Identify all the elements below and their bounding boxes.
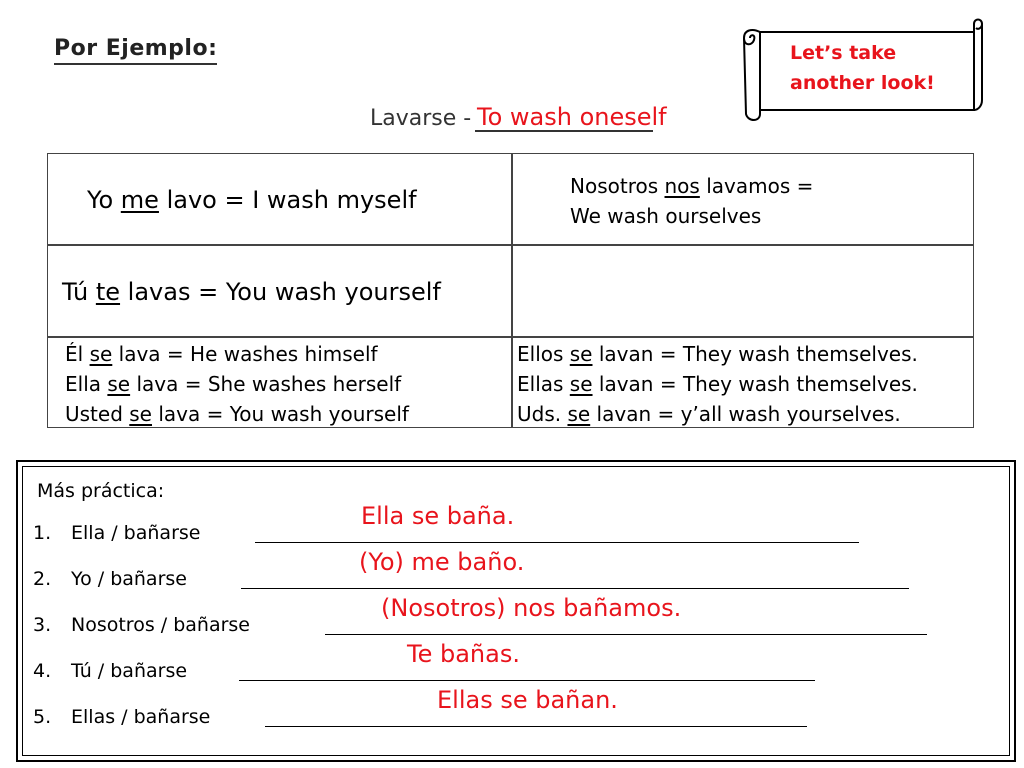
practice-box xyxy=(16,460,1016,762)
reflexive-pronoun: se xyxy=(129,402,152,426)
reflexive-pronoun: nos xyxy=(664,174,700,198)
translation-text: We wash ourselves xyxy=(570,204,762,228)
cell-yo xyxy=(87,185,417,215)
subject: Ellos xyxy=(517,342,570,366)
practice-item-2 xyxy=(33,548,913,595)
conjugation-text: lavas = You wash yourself xyxy=(120,278,441,306)
page-title: Por Ejemplo: xyxy=(54,36,217,65)
answer-line xyxy=(239,680,815,681)
table-divider-row-2 xyxy=(48,336,973,338)
item-number: 1. xyxy=(33,522,52,544)
item-answer: Te bañas. xyxy=(407,640,520,668)
answer-line xyxy=(265,726,807,727)
subject: Ellas xyxy=(517,372,570,396)
answer-line xyxy=(255,542,859,543)
item-prompt: Tú / bañarse xyxy=(71,660,188,682)
conjugation-line xyxy=(517,399,918,429)
practice-heading: Más práctica: xyxy=(37,480,165,502)
callout-text xyxy=(790,38,980,98)
conjugation-text: lavan = They wash themselves. xyxy=(592,342,918,366)
item-prompt: Ella / bañarse xyxy=(71,522,201,544)
subject: Nosotros xyxy=(570,174,665,198)
conjugation-line xyxy=(65,339,409,369)
item-prompt: Yo / bañarse xyxy=(71,568,187,590)
item-answer: Ellas se bañan. xyxy=(437,686,618,714)
callout-line-2: another look! xyxy=(790,72,935,94)
conjugation-text: lavo = I wash myself xyxy=(158,186,417,214)
conjugation-text: lava = He washes himself xyxy=(112,342,378,366)
conjugation-line xyxy=(517,339,918,369)
subject: Ella xyxy=(65,372,108,396)
item-answer: (Yo) me baño. xyxy=(359,548,525,576)
answer-line xyxy=(241,588,909,589)
conjugation-text: lava = You wash yourself xyxy=(152,402,409,426)
table-divider-row-1 xyxy=(48,244,973,246)
cell-nosotros xyxy=(570,171,813,231)
conjugation-line xyxy=(65,399,409,429)
practice-item-5 xyxy=(33,686,813,733)
conjugation-text: lavan = y’all wash yourselves. xyxy=(590,402,901,426)
verb-meaning: To wash oneself xyxy=(477,103,667,131)
item-answer: Ella se baña. xyxy=(361,502,515,530)
cell-ellos-ellas-uds xyxy=(517,339,918,429)
reflexive-pronoun: se xyxy=(567,402,591,426)
practice-item-1 xyxy=(33,502,863,549)
reflexive-pronoun: me xyxy=(120,186,159,214)
practice-item-3 xyxy=(33,594,933,641)
verb-heading xyxy=(370,104,700,136)
item-number: 3. xyxy=(33,614,52,636)
reflexive-pronoun: se xyxy=(89,342,113,366)
conjugation-text: lava = She washes herself xyxy=(130,372,402,396)
conjugation-line xyxy=(517,369,918,399)
conjugation-line xyxy=(65,369,409,399)
subject: Él xyxy=(65,342,90,366)
item-number: 4. xyxy=(33,660,52,682)
reflexive-pronoun: se xyxy=(107,372,131,396)
subject: Tú xyxy=(62,278,96,306)
item-number: 5. xyxy=(33,706,52,728)
item-number: 2. xyxy=(33,568,52,590)
subject: Usted xyxy=(65,402,130,426)
answer-line xyxy=(325,634,927,635)
verb-infinitive: Lavarse - xyxy=(370,106,472,131)
reflexive-pronoun: se xyxy=(569,342,593,366)
table-divider-vertical xyxy=(511,154,513,427)
practice-inner-border xyxy=(22,466,1010,756)
subject: Yo xyxy=(87,186,121,214)
conjugation-text: lavan = They wash themselves. xyxy=(592,372,918,396)
cell-el-ella-usted xyxy=(65,339,409,429)
item-prompt: Nosotros / bañarse xyxy=(71,614,250,636)
cell-tu xyxy=(62,277,441,307)
practice-item-4 xyxy=(33,640,823,687)
reflexive-pronoun: se xyxy=(569,372,593,396)
subject: Uds. xyxy=(517,402,568,426)
callout-line-1: Let’s take xyxy=(790,42,897,64)
conjugation-table xyxy=(47,153,974,428)
item-prompt: Ellas / bañarse xyxy=(71,706,211,728)
reflexive-pronoun: te xyxy=(95,278,121,306)
item-answer: (Nosotros) nos bañamos. xyxy=(381,594,682,622)
conjugation-text: lavamos = xyxy=(699,174,814,198)
